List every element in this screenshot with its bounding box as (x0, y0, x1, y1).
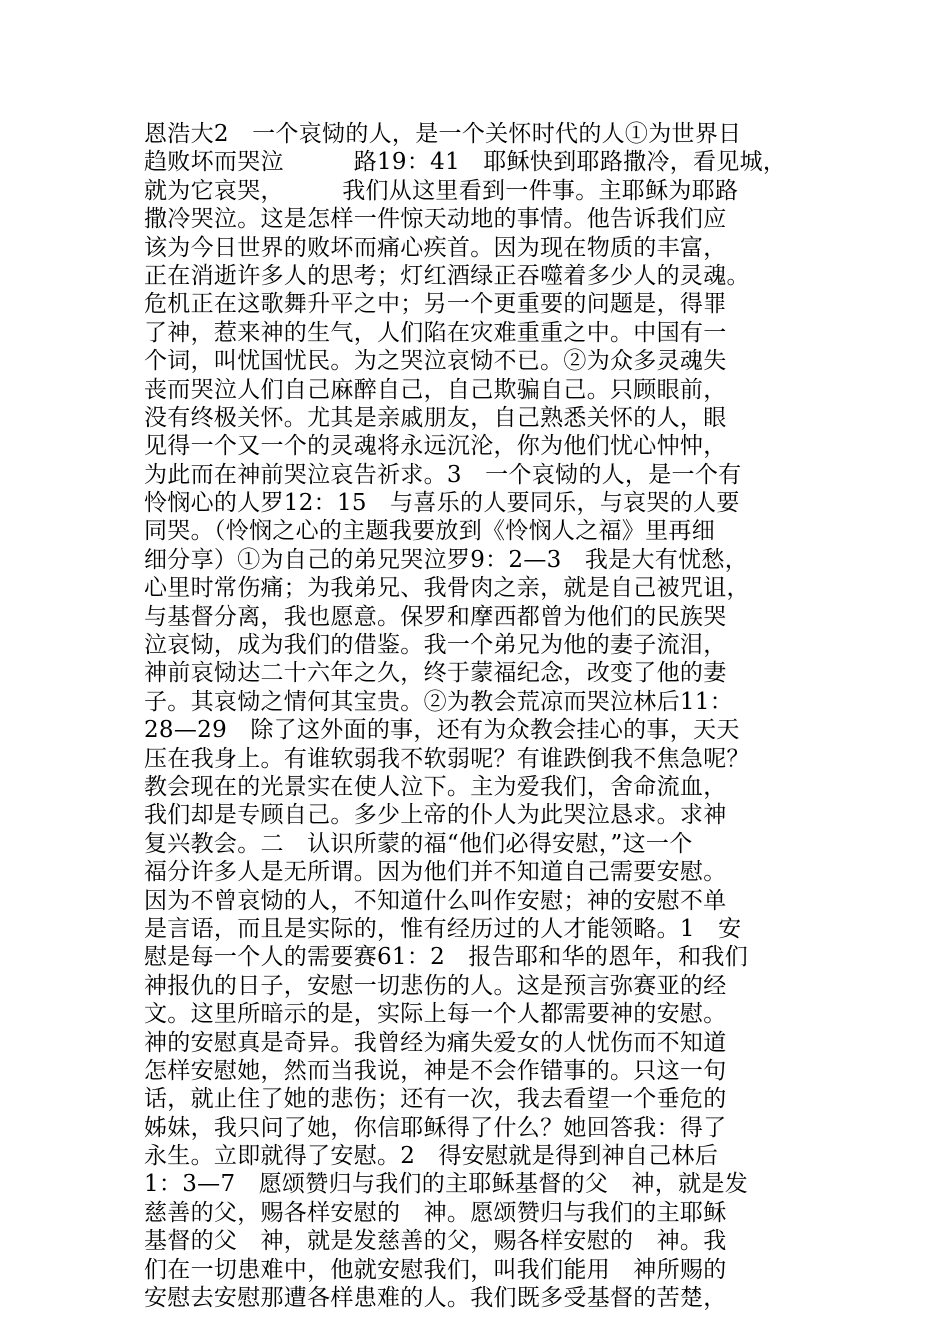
text-line: 了神，惹来神的生气，人们陷在灾难重重之中。中国有一 (144, 319, 727, 346)
text-line: 趋败坏而哭泣 路19：41 耶稣快到耶路撒冷，看见城， (144, 149, 787, 176)
text-line: 们在一切患难中，他就安慰我们，叫我们能用 神所赐的 (144, 1256, 727, 1283)
text-line: 怎样安慰她，然而当我说，神是不会作错事的。只这一句 (144, 1057, 727, 1084)
text-line: 复兴教会。二 认识所蒙的福“他们必得安慰，”这一个 (144, 830, 693, 857)
text-line: 永生。立即就得了安慰。2 得安慰就是得到神自己林后 (144, 1143, 719, 1170)
text-line: 同哭。（怜悯之心的主题我要放到《怜悯人之福》里再细 (144, 518, 715, 545)
text-line: 心里时常伤痛；为我弟兄、我骨肉之亲，就是自己被咒诅， (144, 575, 750, 602)
text-line: 子。其哀恸之情何其宝贵。②为教会荒凉而哭泣林后11： (144, 688, 734, 715)
text-line: 安慰去安慰那遭各样患难的人。我们既多受基督的苦楚， (144, 1285, 727, 1312)
body-text (144, 120, 824, 1312)
text-line: 1：3—7 愿颂赞归与我们的主耶稣基督的父 神，就是发 (144, 1171, 748, 1198)
text-line: 28—29 除了这外面的事，还有为众教会挂心的事，天天 (144, 717, 740, 744)
text-line: 慰是每一个人的需要赛61：2 报告耶和华的恩年，和我们 (144, 944, 748, 971)
text-line: 正在消逝许多人的思考；灯红酒绿正吞噬着多少人的灵魂。 (144, 262, 750, 289)
text-line: 泣哀恸，成为我们的借鉴。我一个弟兄为他的妻子流泪， (144, 632, 727, 659)
text-line: 神的安慰真是奇异。我曾经为痛失爱女的人忧伤而不知道 (144, 1029, 727, 1056)
text-line: 是言语，而且是实际的，惟有经历过的人才能领略。1 安 (144, 915, 742, 942)
text-line: 话，就止住了她的悲伤；还有一次，我去看望一个垂危的 (144, 1086, 727, 1113)
text-line: 教会现在的光景实在使人泣下。主为爱我们，舍命流血， (144, 773, 727, 800)
text-line: 姊妹，我只问了她，你信耶稣得了什么？她回答我：得了 (144, 1114, 727, 1141)
text-line: 压在我身上。有谁软弱我不软弱呢？有谁跌倒我不焦急呢？ (144, 745, 750, 772)
text-line: 为此而在神前哭泣哀告祈求。3 一个哀恸的人，是一个有 (144, 461, 742, 488)
text-line: 见得一个又一个的灵魂将永远沉沦，你为他们忧心忡忡， (144, 433, 727, 460)
text-line: 恩浩大2 一个哀恸的人，是一个关怀时代的人①为世界日 (144, 121, 742, 147)
text-line: 神前哀恸达二十六年之久，终于蒙福纪念，改变了他的妻 (144, 660, 727, 687)
text-line: 个词，叫忧国忧民。为之哭泣哀恸不已。②为众多灵魂失 (144, 348, 727, 375)
text-line: 福分许多人是无所谓。因为他们并不知道自己需要安慰。 (144, 859, 727, 886)
text-line: 基督的父 神，就是发慈善的父，赐各样安慰的 神。我 (144, 1228, 727, 1255)
text-line: 就为它哀哭， 我们从这里看到一件事。主耶稣为耶路 (144, 177, 739, 204)
text-line: 慈善的父，赐各样安慰的 神。愿颂赞归与我们的主耶稣 (144, 1199, 727, 1226)
text-line: 丧而哭泣人们自己麻醉自己，自己欺骗自己。只顾眼前， (144, 376, 727, 403)
text-line: 撒冷哭泣。这是怎样一件惊天动地的事情。他告诉我们应 (144, 206, 727, 233)
text-line: 怜悯心的人罗12：15 与喜乐的人要同乐，与哀哭的人要 (144, 490, 740, 517)
text-line: 神报仇的日子，安慰一切悲伤的人。这是预言弥赛亚的经 (144, 972, 727, 999)
text-line: 该为今日世界的败坏而痛心疾首。因为现在物质的丰富， (144, 234, 727, 261)
text-line: 细分享）①为自己的弟兄哭泣罗9：2—3 我是大有忧愁， (144, 546, 748, 573)
text-line: 文。这里所暗示的是，实际上每一个人都需要神的安慰。 (144, 1001, 727, 1028)
text-line: 没有终极关怀。尤其是亲戚朋友，自己熟悉关怀的人，眼 (144, 404, 727, 431)
text-line: 危机正在这歌舞升平之中；另一个更重要的问题是，得罪 (144, 291, 727, 318)
text-line: 因为不曾哀恸的人，不知道什么叫作安慰；神的安慰不单 (144, 887, 727, 914)
text-line: 我们却是专顾自己。多少上帝的仆人为此哭泣恳求。求神 (144, 802, 727, 829)
text-line: 与基督分离，我也愿意。保罗和摩西都曾为他们的民族哭 (144, 603, 727, 630)
